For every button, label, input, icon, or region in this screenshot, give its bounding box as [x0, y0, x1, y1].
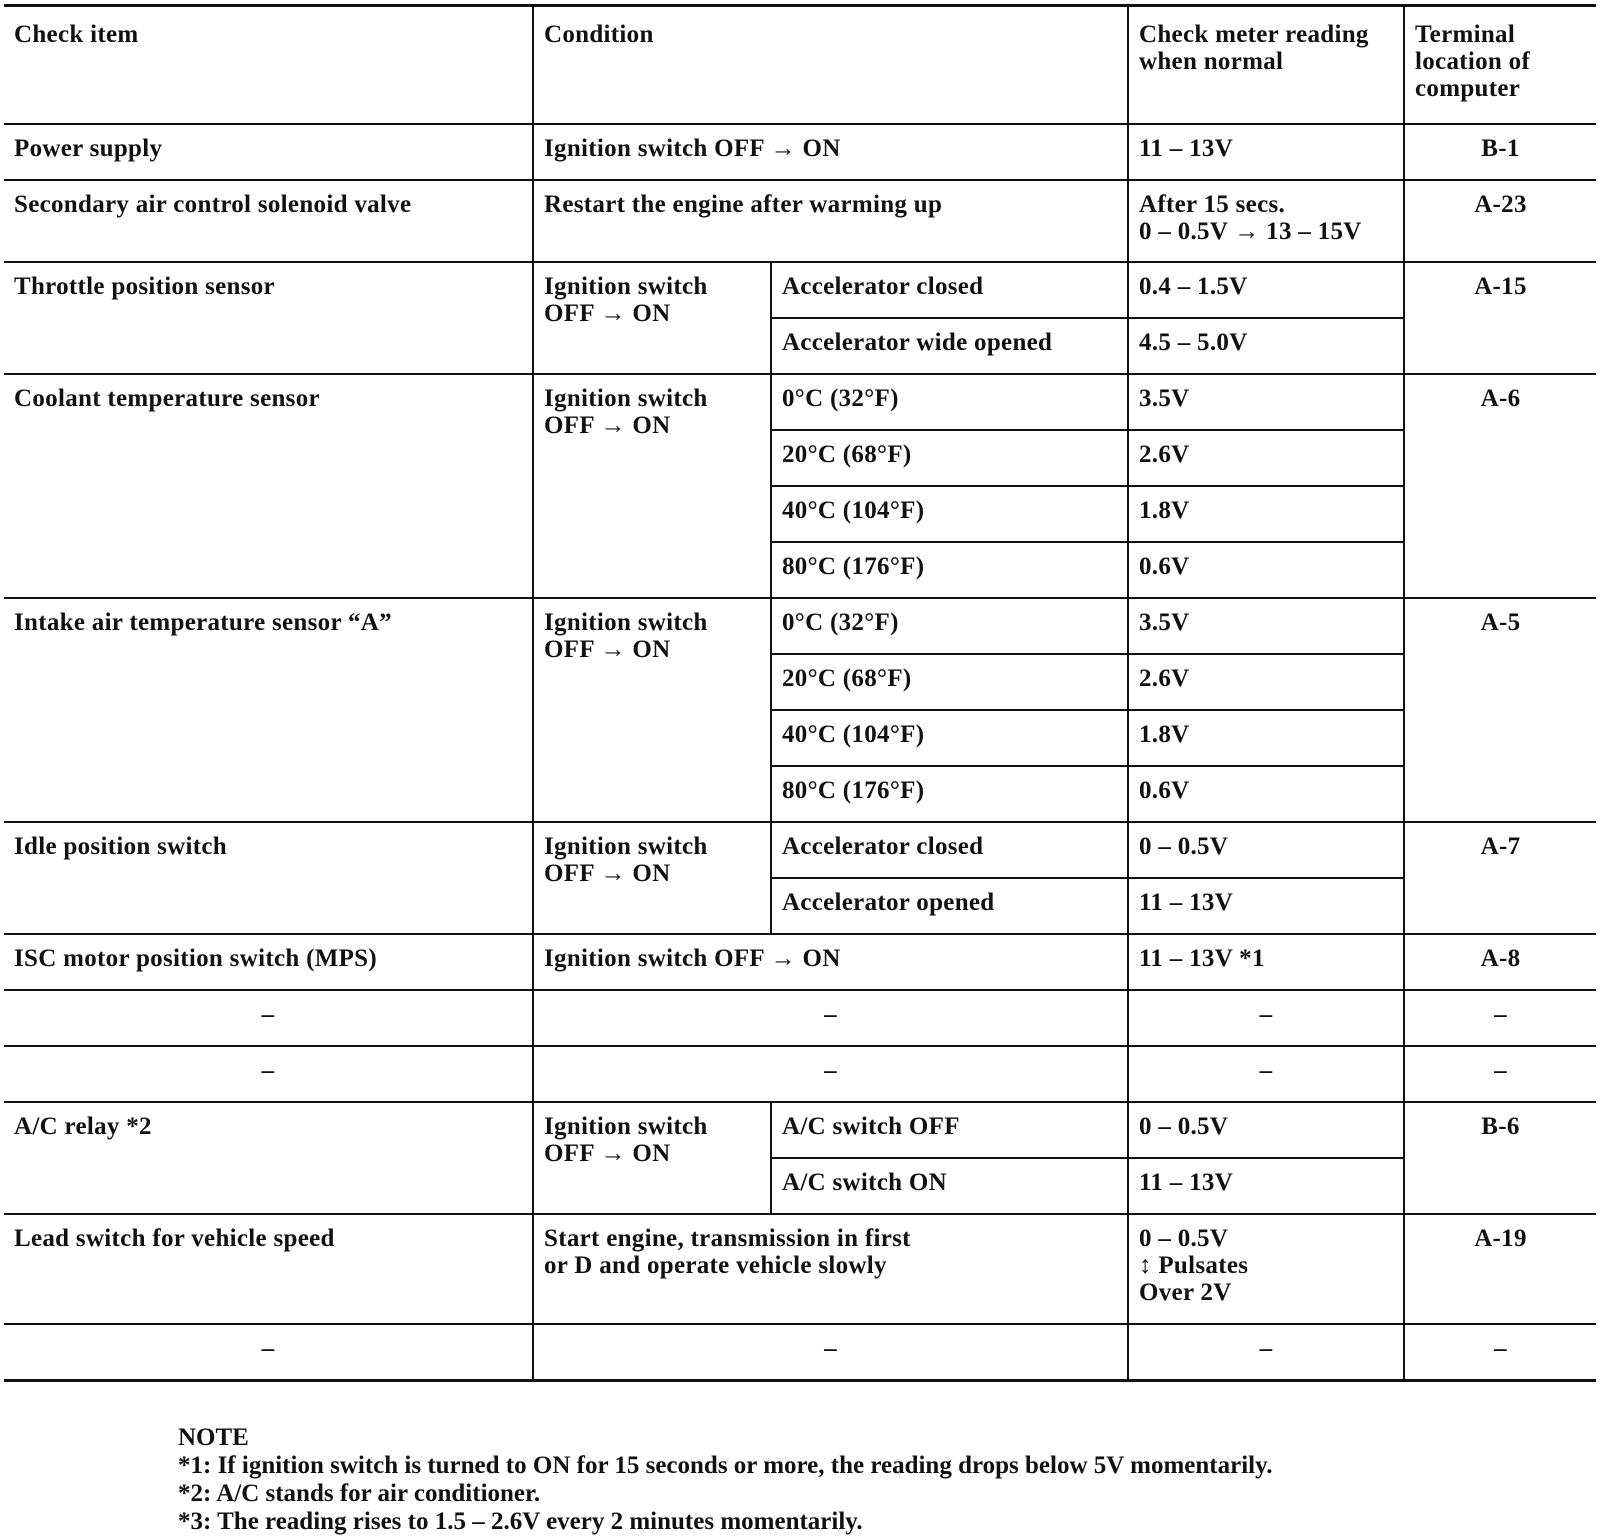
header-condition: Condition — [533, 6, 1128, 125]
condition-cell: Ignition switch OFF → ON — [533, 598, 771, 822]
check-item-cell: ISC motor position switch (MPS) — [4, 934, 533, 990]
condition-cell: Restart the engine after warming up — [533, 180, 1128, 262]
reading-cell: 0.6V — [1128, 542, 1404, 598]
sub-condition-cell: 80°C (176°F) — [771, 766, 1128, 822]
terminal-cell: A-6 — [1404, 374, 1596, 598]
check-item-cell: Lead switch for vehicle speed — [4, 1214, 533, 1324]
reading-cell: 3.5V — [1128, 374, 1404, 430]
table-row — [4, 822, 1596, 878]
terminal-cell: A-7 — [1404, 822, 1596, 934]
condition-cell: Start engine, transmission in first or D and operate vehicle slowly — [533, 1214, 1128, 1324]
check-item-cell: Coolant temperature sensor — [4, 374, 533, 598]
check-item-cell: Throttle position sensor — [4, 262, 533, 374]
sub-condition-cell: 0°C (32°F) — [771, 374, 1128, 430]
check-table — [4, 4, 1596, 1382]
table-row — [4, 934, 1596, 990]
table-row — [4, 1324, 1596, 1381]
sub-condition-cell: A/C switch OFF — [771, 1102, 1128, 1158]
header-terminal: Terminal location of computer — [1404, 6, 1596, 125]
sub-condition-cell: 20°C (68°F) — [771, 654, 1128, 710]
terminal-cell: B-6 — [1404, 1102, 1596, 1214]
reading-cell: 0.6V — [1128, 766, 1404, 822]
reading-cell: 11 – 13V — [1128, 1158, 1404, 1214]
reading-cell: 2.6V — [1128, 654, 1404, 710]
sub-condition-cell: Accelerator opened — [771, 878, 1128, 934]
terminal-cell: A-23 — [1404, 180, 1596, 262]
sub-condition-cell: Accelerator closed — [771, 822, 1128, 878]
reading-cell: 11 – 13V — [1128, 878, 1404, 934]
reading-cell: – — [1128, 990, 1404, 1046]
terminal-cell: – — [1404, 990, 1596, 1046]
reading-cell: 4.5 – 5.0V — [1128, 318, 1404, 374]
condition-cell: – — [533, 1324, 1128, 1381]
terminal-cell: A-5 — [1404, 598, 1596, 822]
condition-cell: Ignition switch OFF → ON — [533, 1102, 771, 1214]
reading-cell: – — [1128, 1046, 1404, 1102]
table-row — [4, 374, 1596, 430]
header-reading: Check meter reading when normal — [1128, 6, 1404, 125]
reading-cell: 11 – 13V — [1128, 124, 1404, 180]
reading-cell: 1.8V — [1128, 486, 1404, 542]
sub-condition-cell: A/C switch ON — [771, 1158, 1128, 1214]
terminal-cell: A-19 — [1404, 1214, 1596, 1324]
check-item-cell: Idle position switch — [4, 822, 533, 934]
table-row — [4, 180, 1596, 262]
table-row — [4, 1214, 1596, 1324]
sub-condition-cell: 40°C (104°F) — [771, 486, 1128, 542]
table-row — [4, 598, 1596, 654]
reading-cell: 2.6V — [1128, 430, 1404, 486]
table-row — [4, 990, 1596, 1046]
sub-condition-cell: 80°C (176°F) — [771, 542, 1128, 598]
terminal-cell: A-15 — [1404, 262, 1596, 374]
reading-cell: 0 – 0.5V — [1128, 1102, 1404, 1158]
condition-cell: Ignition switch OFF → ON — [533, 262, 771, 374]
reading-cell: 0 – 0.5V — [1128, 822, 1404, 878]
note-block — [178, 1424, 1272, 1536]
check-item-cell: Power supply — [4, 124, 533, 180]
sub-condition-cell: Accelerator wide opened — [771, 318, 1128, 374]
note-line: *2: A/C stands for air conditioner. — [178, 1480, 541, 1507]
terminal-cell: B-1 — [1404, 124, 1596, 180]
terminal-cell: – — [1404, 1324, 1596, 1381]
header-check-item: Check item — [4, 6, 533, 125]
sub-condition-cell: 40°C (104°F) — [771, 710, 1128, 766]
reading-cell: – — [1128, 1324, 1404, 1381]
reading-cell: 11 – 13V *1 — [1128, 934, 1404, 990]
table-row — [4, 124, 1596, 180]
check-item-cell: Intake air temperature sensor “A” — [4, 598, 533, 822]
sub-condition-cell: 20°C (68°F) — [771, 430, 1128, 486]
sub-condition-cell: Accelerator closed — [771, 262, 1128, 318]
table-row — [4, 1102, 1596, 1158]
reading-cell: 0 – 0.5V ↕ Pulsates Over 2V — [1128, 1214, 1404, 1324]
reading-cell: 0.4 – 1.5V — [1128, 262, 1404, 318]
check-item-cell: – — [4, 1324, 533, 1381]
terminal-cell: A-8 — [1404, 934, 1596, 990]
reading-cell: 3.5V — [1128, 598, 1404, 654]
table-row — [4, 1046, 1596, 1102]
table-header-row — [4, 6, 1596, 125]
sub-condition-cell: 0°C (32°F) — [771, 598, 1128, 654]
condition-cell: Ignition switch OFF → ON — [533, 124, 1128, 180]
condition-cell: Ignition switch OFF → ON — [533, 822, 771, 934]
reading-cell: 1.8V — [1128, 710, 1404, 766]
note-title: NOTE — [178, 1424, 249, 1451]
condition-cell: – — [533, 1046, 1128, 1102]
condition-cell: Ignition switch OFF → ON — [533, 374, 771, 598]
terminal-cell: – — [1404, 1046, 1596, 1102]
check-item-cell: Secondary air control solenoid valve — [4, 180, 533, 262]
check-item-cell: – — [4, 1046, 533, 1102]
condition-cell: Ignition switch OFF → ON — [533, 934, 1128, 990]
table-row — [4, 262, 1596, 318]
note-line: *3: The reading rises to 1.5 – 2.6V every 2 minutes momentarily. — [178, 1508, 863, 1535]
check-item-cell: – — [4, 990, 533, 1046]
note-line: *1: If ignition switch is turned to ON for 15 seconds or more, the reading drops below 5V momentarily. — [178, 1452, 1273, 1479]
reading-cell: After 15 secs. 0 – 0.5V → 13 – 15V — [1128, 180, 1404, 262]
check-item-cell: A/C relay *2 — [4, 1102, 533, 1214]
condition-cell: – — [533, 990, 1128, 1046]
